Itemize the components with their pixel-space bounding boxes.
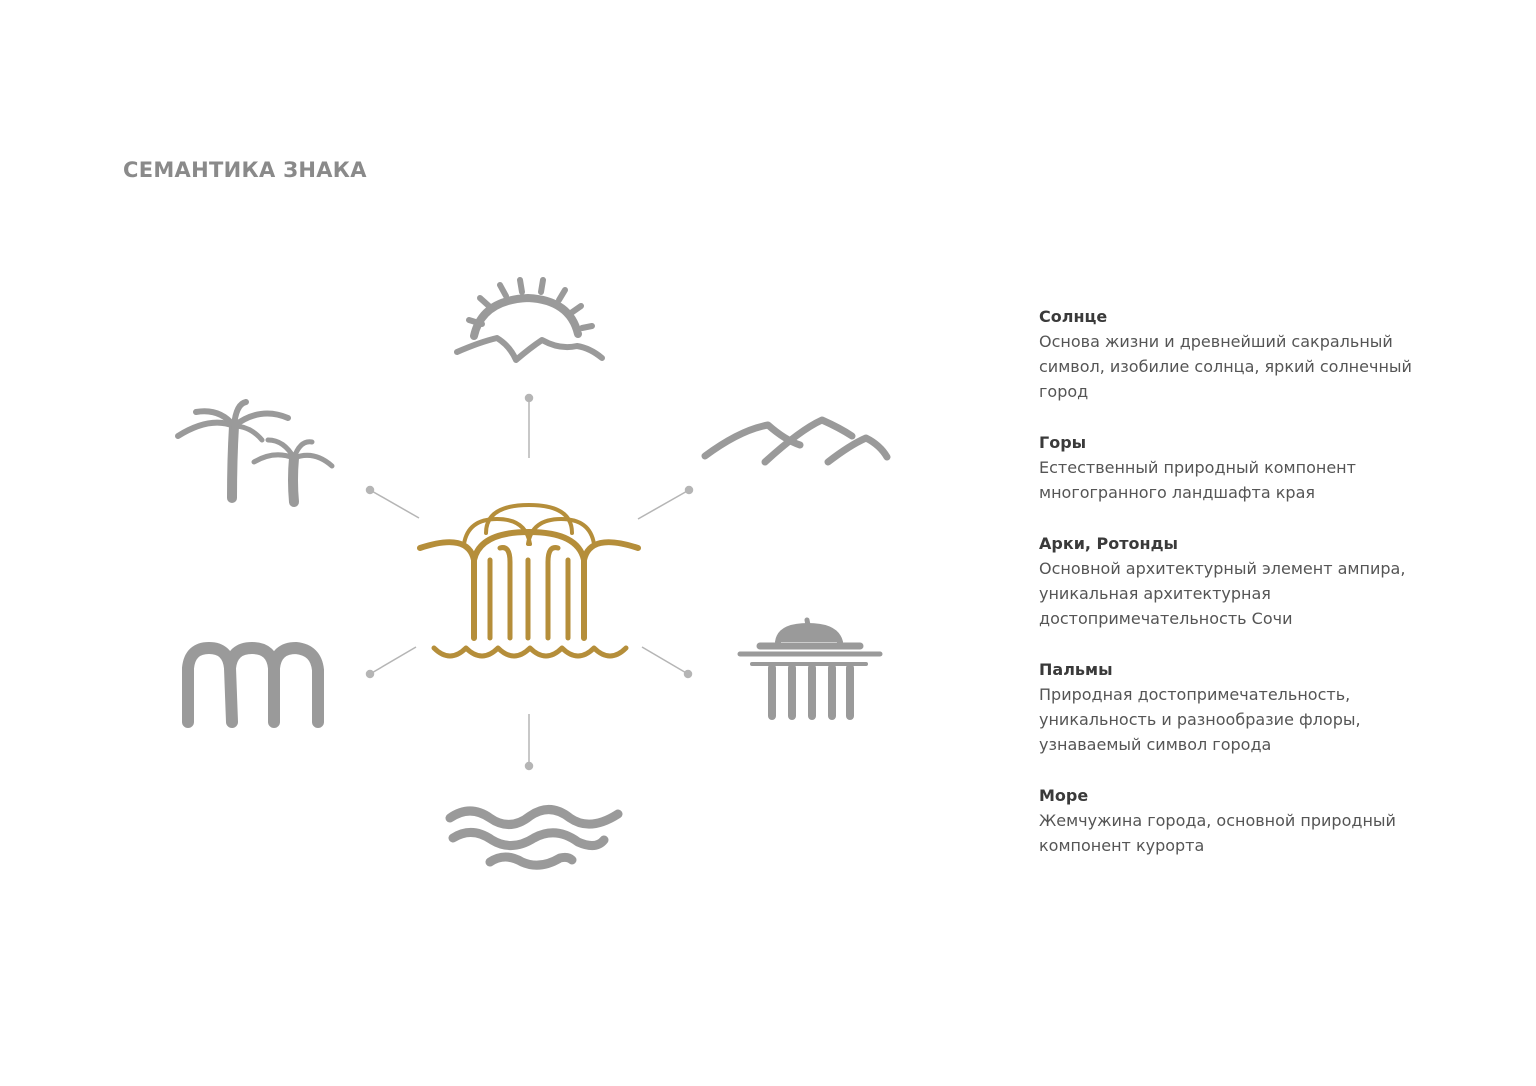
arches-icon [188, 648, 318, 722]
connector-sea [526, 714, 533, 770]
legend-item-sun [1039, 304, 1459, 404]
legend-item-title: Пальмы [1039, 660, 1113, 679]
legend-item-title: Море [1039, 786, 1089, 805]
legend-item-title: Горы [1039, 433, 1087, 452]
page-title: СЕМАНТИКА ЗНАКА [123, 158, 367, 182]
connector-rotunda [642, 647, 692, 678]
legend-item-text: Основа жизни и древнейший сакральный символ, изобилие солнца, яркий солнечный город [1039, 332, 1412, 401]
rotunda-icon [740, 620, 880, 716]
legend-item-text: Жемчужина города, основной природный компонент курорта [1039, 811, 1396, 855]
legend-item-text: Естественный природный компонент многогранного ландшафта края [1039, 458, 1356, 502]
legend-item-title: Арки, Ротонды [1039, 534, 1178, 553]
connector-palms [367, 487, 420, 519]
mountains-icon [705, 420, 887, 462]
logo-emblem [420, 505, 638, 656]
palms-icon [178, 402, 332, 502]
legend-item-palms [1039, 657, 1459, 757]
connector-arches [367, 647, 417, 678]
legend-item-arches [1039, 531, 1459, 631]
connector-mountains [638, 487, 693, 520]
legend-item-title: Солнце [1039, 307, 1108, 326]
legend-item-text: Природная достопримечательность, уникальность и разнообразие флоры, узнаваемый символ города [1039, 685, 1361, 754]
connector-sun [526, 395, 533, 459]
sea-waves-icon [450, 809, 618, 865]
legend-item-sea [1039, 783, 1459, 858]
legend-item-text: Основной архитектурный элемент ампира, уникальная архитектурная достопримечательность Сочи [1039, 559, 1406, 628]
legend [1039, 304, 1459, 884]
legend-item-mountains [1039, 430, 1459, 505]
sun-icon [457, 280, 602, 360]
